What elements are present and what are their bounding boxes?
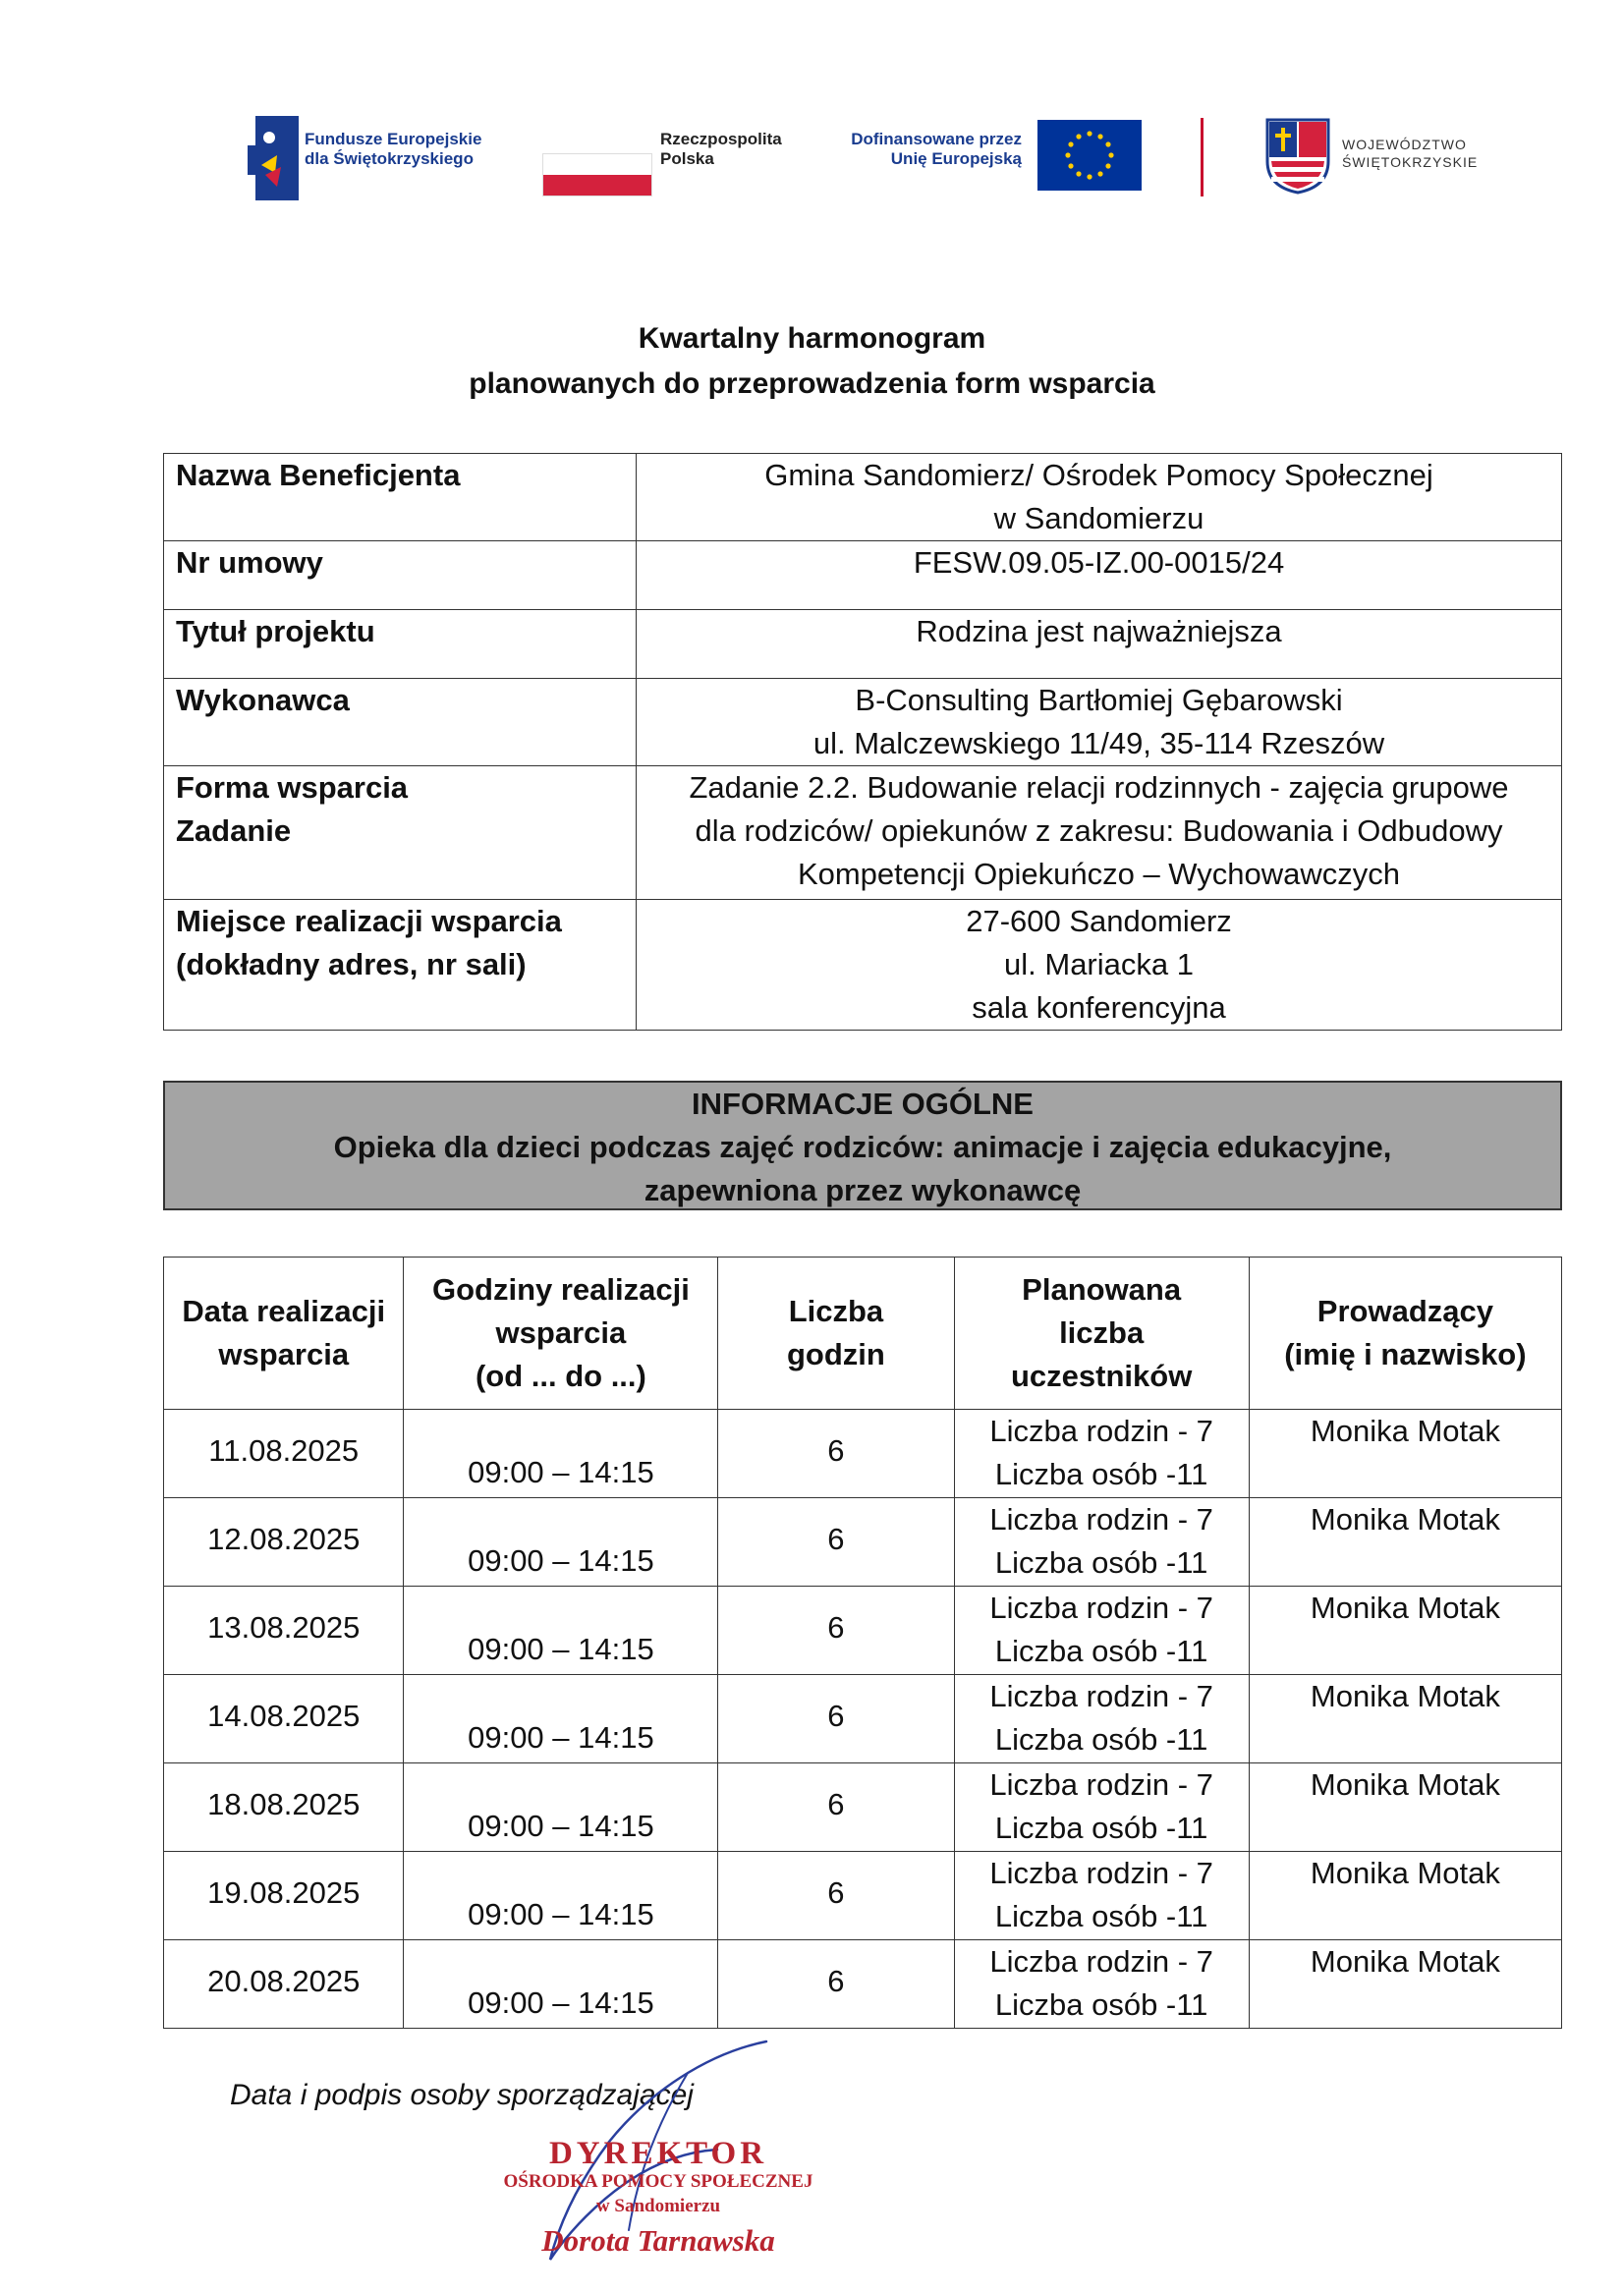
info-label-line: Tytuł projektu — [176, 614, 375, 648]
participants-cell — [954, 1852, 1249, 1940]
info-value — [637, 454, 1562, 541]
banner-heading: INFORMACJE OGÓLNE — [692, 1087, 1034, 1121]
header-line: godzin — [786, 1337, 885, 1371]
info-value — [637, 900, 1562, 1031]
signature-label: Data i podpis osoby sporządzającej — [230, 2079, 694, 2111]
count-text: 6 — [827, 1964, 845, 1998]
info-label-line: Zadanie — [176, 813, 292, 848]
logo-divider — [1201, 118, 1204, 196]
info-value-line: ul. Mariacka 1 — [1004, 947, 1194, 981]
eu-line2: Unię Europejską — [890, 149, 1022, 168]
hours-text: 09:00 – 14:15 — [468, 1985, 654, 2020]
header-line: (imię i nazwisko) — [1284, 1337, 1527, 1371]
date-text: 20.08.2025 — [207, 1964, 361, 1998]
rzeczpospolita-label — [660, 130, 798, 169]
title-line-1: Kwartalny harmonogram — [638, 322, 986, 355]
info-value-line: Zadanie 2.2. Budowanie relacji rodzinnych - zajęcia grupowe — [689, 770, 1509, 805]
schedule-column-header — [164, 1258, 404, 1410]
eu-line1: Dofinansowane przez — [851, 130, 1022, 148]
hours-cell — [404, 1763, 718, 1852]
polish-flag-icon — [542, 153, 652, 196]
fundusze-europejskie-logo-icon — [248, 116, 299, 200]
date-cell — [164, 1675, 404, 1763]
info-value-line: FESW.09.05-IZ.00-0015/24 — [913, 545, 1285, 580]
info-value-line: sala konferencyjna — [972, 990, 1226, 1025]
header-line: Prowadzący — [1316, 1294, 1493, 1328]
participants-cell — [954, 1675, 1249, 1763]
stamp-name: Dorota Tarnawska — [541, 2223, 775, 2258]
info-label-line: Nr umowy — [176, 545, 323, 580]
logo-strip — [236, 108, 1493, 206]
fe-line2: dla Świętokrzyskiego — [305, 149, 474, 168]
hours-cell — [404, 1498, 718, 1587]
p1-text: Liczba rodzin - 7 — [989, 1856, 1213, 1890]
info-value — [637, 610, 1562, 679]
hours-count-cell — [718, 1675, 954, 1763]
schedule-row — [164, 1940, 1562, 2029]
date-text: 13.08.2025 — [207, 1610, 361, 1645]
p2-text: Liczba osób -11 — [994, 1811, 1208, 1845]
p2-text: Liczba osób -11 — [994, 1987, 1208, 2022]
hours-text: 09:00 – 14:15 — [468, 1632, 654, 1666]
hours-cell — [404, 1675, 718, 1763]
schedule-row — [164, 1852, 1562, 1940]
fe-line1: Fundusze Europejskie — [305, 130, 482, 148]
schedule-table — [163, 1257, 1562, 2029]
info-value-line: Gmina Sandomierz/ Ośrodek Pomocy Społecznej — [764, 458, 1433, 492]
leader-cell — [1249, 1587, 1561, 1675]
schedule-header-row — [164, 1258, 1562, 1410]
info-row — [164, 541, 1562, 610]
banner-line-3: zapewniona przez wykonawcę — [644, 1173, 1082, 1207]
date-text: 19.08.2025 — [207, 1875, 361, 1910]
hours-text: 09:00 – 14:15 — [468, 1720, 654, 1755]
info-value-line: Rodzina jest najważniejsza — [916, 614, 1282, 648]
count-text: 6 — [827, 1610, 845, 1645]
header-line: wsparcia — [218, 1337, 350, 1371]
schedule-row — [164, 1763, 1562, 1852]
leader-text: Monika Motak — [1310, 1414, 1500, 1448]
p1-text: Liczba rodzin - 7 — [989, 1502, 1213, 1537]
p2-text: Liczba osób -11 — [994, 1722, 1208, 1757]
hours-count-cell — [718, 1498, 954, 1587]
info-row — [164, 454, 1562, 541]
hours-text: 09:00 – 14:15 — [468, 1897, 654, 1931]
count-text: 6 — [827, 1522, 845, 1556]
leader-cell — [1249, 1763, 1561, 1852]
info-label — [164, 454, 637, 541]
date-text: 11.08.2025 — [208, 1433, 360, 1468]
leader-text: Monika Motak — [1310, 1502, 1500, 1537]
stamp-institution: OŚRODKA POMOCY SPOŁECZNEJ — [503, 2171, 813, 2192]
info-label-line: Miejsce realizacji wsparcia — [176, 904, 562, 938]
header-line: liczba — [1059, 1315, 1145, 1350]
hours-count-cell — [718, 1852, 954, 1940]
date-text: 18.08.2025 — [207, 1787, 361, 1821]
date-cell — [164, 1940, 404, 2029]
info-label — [164, 541, 637, 610]
leader-cell — [1249, 1498, 1561, 1587]
info-value — [637, 541, 1562, 610]
hours-text: 09:00 – 14:15 — [468, 1543, 654, 1578]
page-title — [0, 316, 1624, 407]
info-label — [164, 679, 637, 766]
p1-text: Liczba rodzin - 7 — [989, 1679, 1213, 1713]
count-text: 6 — [827, 1699, 845, 1733]
info-value-line: w Sandomierzu — [993, 501, 1204, 535]
info-label — [164, 766, 637, 900]
leader-text: Monika Motak — [1310, 1679, 1500, 1713]
info-row — [164, 900, 1562, 1031]
leader-cell — [1249, 1852, 1561, 1940]
header-line: Liczba — [788, 1294, 884, 1328]
date-cell — [164, 1763, 404, 1852]
eu-cofinanced-label — [815, 130, 1022, 169]
schedule-row — [164, 1410, 1562, 1498]
header-line: Planowana — [1022, 1272, 1182, 1307]
participants-cell — [954, 1940, 1249, 2029]
leader-text: Monika Motak — [1310, 1767, 1500, 1802]
participants-cell — [954, 1763, 1249, 1852]
ws-line1: WOJEWÓDZTWO — [1342, 137, 1467, 152]
header-line: Data realizacji — [182, 1294, 386, 1328]
schedule-column-header — [1249, 1258, 1561, 1410]
info-row — [164, 679, 1562, 766]
participants-cell — [954, 1587, 1249, 1675]
pl-line1: Rzeczpospolita — [660, 130, 782, 148]
schedule-column-header — [404, 1258, 718, 1410]
leader-cell — [1249, 1675, 1561, 1763]
participants-cell — [954, 1410, 1249, 1498]
date-cell — [164, 1410, 404, 1498]
info-value-line: dla rodziców/ opiekunów z zakresu: Budowania i Odbudowy — [695, 813, 1503, 848]
p1-text: Liczba rodzin - 7 — [989, 1767, 1213, 1802]
info-value — [637, 766, 1562, 900]
count-text: 6 — [827, 1787, 845, 1821]
hours-cell — [404, 1940, 718, 2029]
p1-text: Liczba rodzin - 7 — [989, 1944, 1213, 1979]
hours-count-cell — [718, 1940, 954, 2029]
hours-count-cell — [718, 1410, 954, 1498]
schedule-column-header — [954, 1258, 1249, 1410]
date-cell — [164, 1852, 404, 1940]
p2-text: Liczba osób -11 — [994, 1457, 1208, 1491]
p1-text: Liczba rodzin - 7 — [989, 1414, 1213, 1448]
director-stamp — [481, 2137, 835, 2261]
participants-cell — [954, 1498, 1249, 1587]
general-info-banner — [163, 1081, 1562, 1210]
p2-text: Liczba osób -11 — [994, 1634, 1208, 1668]
p2-text: Liczba osób -11 — [994, 1899, 1208, 1933]
info-row — [164, 610, 1562, 679]
hours-cell — [404, 1587, 718, 1675]
title-line-2: planowanych do przeprowadzenia form wsparcia — [469, 367, 1155, 400]
info-value-line: Kompetencji Opiekuńczo – Wychowawczych — [797, 857, 1401, 891]
info-label-line: (dokładny adres, nr sali) — [176, 947, 527, 981]
ws-line2: ŚWIĘTOKRZYSKIE — [1342, 154, 1479, 170]
leader-text: Monika Motak — [1310, 1944, 1500, 1979]
schedule-row — [164, 1498, 1562, 1587]
wojewodztwo-label — [1342, 136, 1499, 171]
info-value — [637, 679, 1562, 766]
fundusze-europejskie-label — [305, 130, 521, 169]
swietokrzyskie-crest-icon — [1265, 118, 1330, 195]
leader-cell — [1249, 1410, 1561, 1498]
hours-count-cell — [718, 1587, 954, 1675]
hours-count-cell — [718, 1763, 954, 1852]
date-cell — [164, 1587, 404, 1675]
header-line: uczestników — [1010, 1359, 1193, 1393]
p1-text: Liczba rodzin - 7 — [989, 1591, 1213, 1625]
stamp-location: w Sandomierzu — [595, 2196, 721, 2216]
header-line: Godziny realizacji — [431, 1272, 690, 1307]
p2-text: Liczba osób -11 — [994, 1545, 1208, 1580]
leader-text: Monika Motak — [1310, 1856, 1500, 1890]
leader-text: Monika Motak — [1310, 1591, 1500, 1625]
hours-cell — [404, 1410, 718, 1498]
schedule-row — [164, 1587, 1562, 1675]
header-line: (od ... do ...) — [475, 1359, 646, 1393]
info-label-line: Nazwa Beneficjenta — [176, 458, 461, 492]
info-value-line: ul. Malczewskiego 11/49, 35-114 Rzeszów — [812, 726, 1385, 760]
info-value-line: B-Consulting Bartłomiej Gębarowski — [855, 683, 1343, 717]
schedule-column-header — [718, 1258, 954, 1410]
count-text: 6 — [827, 1433, 845, 1468]
date-cell — [164, 1498, 404, 1587]
info-row — [164, 766, 1562, 900]
info-label-line: Forma wsparcia — [176, 770, 409, 805]
pl-line2: Polska — [660, 149, 714, 168]
info-value-line: 27-600 Sandomierz — [966, 904, 1232, 938]
info-label — [164, 900, 637, 1031]
schedule-row — [164, 1675, 1562, 1763]
count-text: 6 — [827, 1875, 845, 1910]
date-text: 14.08.2025 — [207, 1699, 361, 1733]
date-text: 12.08.2025 — [207, 1522, 361, 1556]
eu-flag-icon — [1037, 120, 1142, 191]
hours-text: 09:00 – 14:15 — [468, 1455, 654, 1489]
banner-line-2: Opieka dla dzieci podczas zajęć rodziców: animacje i zajęcia edukacyjne, — [333, 1130, 1392, 1164]
info-label-line: Wykonawca — [176, 683, 350, 717]
hours-text: 09:00 – 14:15 — [468, 1809, 654, 1843]
beneficiary-info-table — [163, 453, 1562, 1031]
hours-cell — [404, 1852, 718, 1940]
header-line: wsparcia — [495, 1315, 627, 1350]
stamp-title: DYREKTOR — [548, 2136, 768, 2171]
info-label — [164, 610, 637, 679]
leader-cell — [1249, 1940, 1561, 2029]
